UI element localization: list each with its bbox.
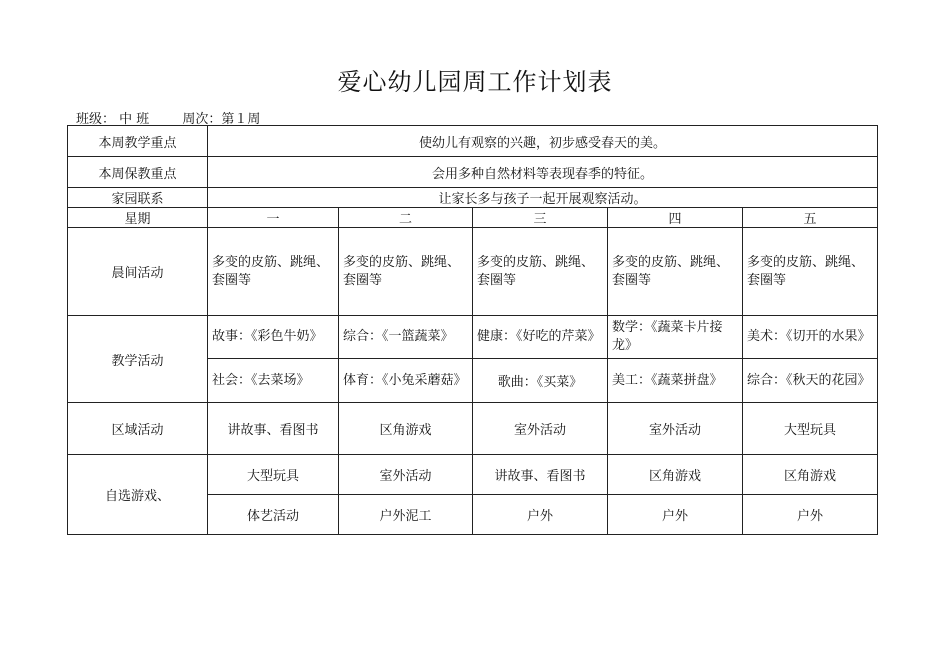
day-header: 四 bbox=[608, 208, 743, 228]
teaching-cell: 社会：《去菜场》 bbox=[208, 359, 339, 403]
table-row bbox=[68, 403, 878, 455]
table-row bbox=[68, 455, 878, 495]
area-cell: 讲故事、看图书 bbox=[208, 403, 339, 455]
area-cell: 室外活动 bbox=[608, 403, 743, 455]
day-header: 二 bbox=[339, 208, 473, 228]
day-header: 一 bbox=[208, 208, 339, 228]
morning-cell: 多变的皮筋、跳绳、套圈等 bbox=[743, 228, 878, 316]
focus-label: 本周教学重点 bbox=[68, 126, 208, 157]
area-cell: 区角游戏 bbox=[339, 403, 473, 455]
class-value: 中 班 bbox=[119, 112, 150, 127]
row-label-free-play: 自选游戏、 bbox=[68, 455, 208, 535]
focus-value: 使幼儿有观察的兴趣，初步感受春天的美。 bbox=[208, 126, 878, 157]
document-title: 爱心幼儿园周工作计划表 bbox=[337, 68, 613, 96]
focus-value: 会用多种自然材料等表现春季的特征。 bbox=[208, 157, 878, 188]
morning-cell: 多变的皮筋、跳绳、套圈等 bbox=[473, 228, 608, 316]
row-label-teaching: 教学活动 bbox=[68, 316, 208, 403]
week-label: 周次： bbox=[182, 112, 222, 127]
row-label-area: 区域活动 bbox=[68, 403, 208, 455]
free-play-cell: 体艺活动 bbox=[208, 495, 339, 535]
free-play-cell: 户外 bbox=[608, 495, 743, 535]
table-row bbox=[68, 126, 878, 157]
row-label-morning: 晨间活动 bbox=[68, 228, 208, 316]
teaching-cell: 综合：《一篮蔬菜》 bbox=[339, 316, 473, 359]
area-cell: 大型玩具 bbox=[743, 403, 878, 455]
teaching-cell: 美工：《蔬菜拼盘》 bbox=[608, 359, 743, 403]
teaching-cell: 故事：《彩色牛奶》 bbox=[208, 316, 339, 359]
morning-cell: 多变的皮筋、跳绳、套圈等 bbox=[339, 228, 473, 316]
table-row bbox=[68, 208, 878, 228]
free-play-cell: 大型玩具 bbox=[208, 455, 339, 495]
teaching-cell: 歌曲：《买菜》 bbox=[473, 359, 608, 403]
table-row bbox=[68, 188, 878, 208]
teaching-cell: 体育：《小兔采蘑菇》 bbox=[339, 359, 473, 403]
day-header: 五 bbox=[743, 208, 878, 228]
table-row bbox=[68, 228, 878, 316]
free-play-cell: 户外 bbox=[473, 495, 608, 535]
morning-cell: 多变的皮筋、跳绳、套圈等 bbox=[208, 228, 339, 316]
morning-cell: 多变的皮筋、跳绳、套圈等 bbox=[608, 228, 743, 316]
free-play-cell: 户外泥工 bbox=[339, 495, 473, 535]
focus-label: 本周保教重点 bbox=[68, 157, 208, 188]
free-play-cell: 区角游戏 bbox=[608, 455, 743, 495]
weekday-header: 星期 bbox=[68, 208, 208, 228]
teaching-cell: 数学：《蔬菜卡片接龙》 bbox=[608, 316, 743, 359]
focus-label: 家园联系 bbox=[68, 188, 208, 208]
table-row bbox=[68, 316, 878, 359]
teaching-cell: 健康：《好吃的芹菜》 bbox=[473, 316, 608, 359]
day-header: 三 bbox=[473, 208, 608, 228]
free-play-cell: 区角游戏 bbox=[743, 455, 878, 495]
focus-value: 让家长多与孩子一起开展观察活动。 bbox=[208, 188, 878, 208]
free-play-cell: 户外 bbox=[743, 495, 878, 535]
table-row bbox=[68, 157, 878, 188]
free-play-cell: 讲故事、看图书 bbox=[473, 455, 608, 495]
weekly-plan-table bbox=[67, 125, 878, 535]
teaching-cell: 美术：《切开的水果》 bbox=[743, 316, 878, 359]
teaching-cell: 综合：《秋天的花园》 bbox=[743, 359, 878, 403]
week-value: 第１周 bbox=[221, 112, 261, 127]
class-label: 班级： bbox=[76, 112, 116, 127]
area-cell: 室外活动 bbox=[473, 403, 608, 455]
free-play-cell: 室外活动 bbox=[339, 455, 473, 495]
